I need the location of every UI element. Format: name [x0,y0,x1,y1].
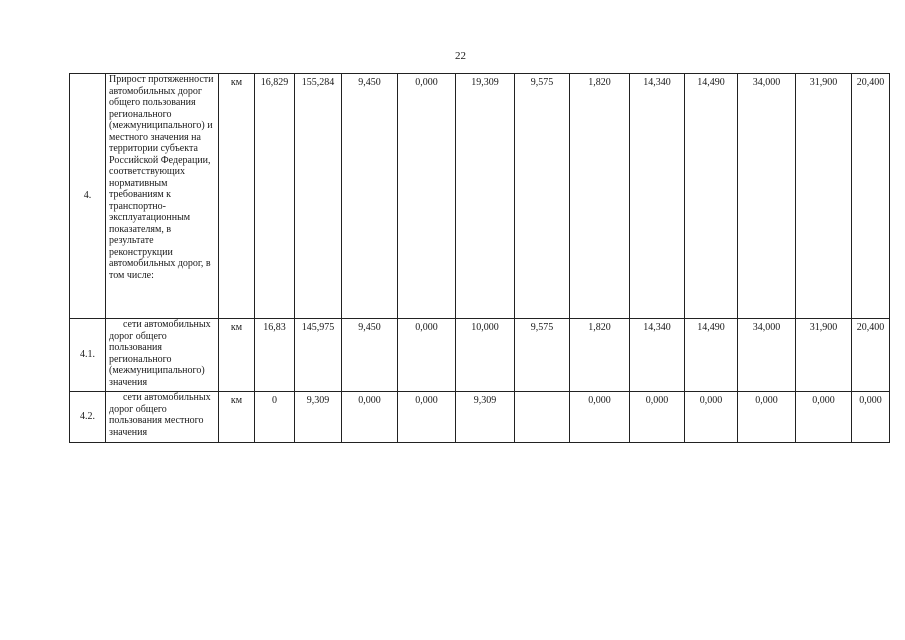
value-cell: 0,000 [398,74,456,319]
row-name: Прирост протяженности автомобильных дорог общего пользования регионального (межмуниципального) и местного значения на территории субъекта Российской Федерации, соответствующих нормативным требованиям к транспортно-эксплуатационным показателям, в результате реконструкции автомобильных дорог, в том числе: [106,74,219,319]
value-cell: 0,000 [852,392,890,443]
row-index: 4.1. [70,319,106,392]
row-index: 4.2. [70,392,106,443]
row-unit: км [219,74,255,319]
value-cell: 9,450 [342,319,398,392]
value-cell: 0,000 [398,392,456,443]
value-cell: 20,400 [852,74,890,319]
value-cell: 0,000 [398,319,456,392]
page-number: 22 [455,50,466,62]
value-cell: 14,340 [630,74,685,319]
value-cell: 16,829 [255,74,295,319]
value-cell [515,392,570,443]
value-cell: 14,490 [685,74,738,319]
value-cell: 0,000 [342,392,398,443]
value-cell: 0,000 [796,392,852,443]
row-name [106,319,219,392]
value-cell: 0 [255,392,295,443]
value-cell: 31,900 [796,319,852,392]
data-table [69,73,890,443]
table-row [70,392,890,443]
value-cell: 9,575 [515,74,570,319]
table-row [70,74,890,319]
value-cell: 20,400 [852,319,890,392]
value-cell: 155,284 [295,74,342,319]
value-cell: 31,900 [796,74,852,319]
value-cell: 14,490 [685,319,738,392]
value-cell: 9,309 [295,392,342,443]
row-name-text: сети автомобильных дорог общего пользования регионального (межмуниципального) значения [109,319,211,388]
row-name-text: сети автомобильных дорог общего пользования местного значения [109,392,211,438]
row-name [106,392,219,443]
value-cell: 0,000 [738,392,796,443]
row-index: 4. [70,74,106,319]
table-row [70,319,890,392]
value-cell: 0,000 [570,392,630,443]
value-cell: 16,83 [255,319,295,392]
value-cell: 0,000 [630,392,685,443]
value-cell: 0,000 [685,392,738,443]
value-cell: 19,309 [456,74,515,319]
value-cell: 1,820 [570,74,630,319]
value-cell: 9,450 [342,74,398,319]
value-cell: 145,975 [295,319,342,392]
row-unit: км [219,319,255,392]
value-cell: 34,000 [738,319,796,392]
row-unit: км [219,392,255,443]
value-cell: 9,575 [515,319,570,392]
value-cell: 34,000 [738,74,796,319]
value-cell: 10,000 [456,319,515,392]
value-cell: 14,340 [630,319,685,392]
value-cell: 9,309 [456,392,515,443]
value-cell: 1,820 [570,319,630,392]
